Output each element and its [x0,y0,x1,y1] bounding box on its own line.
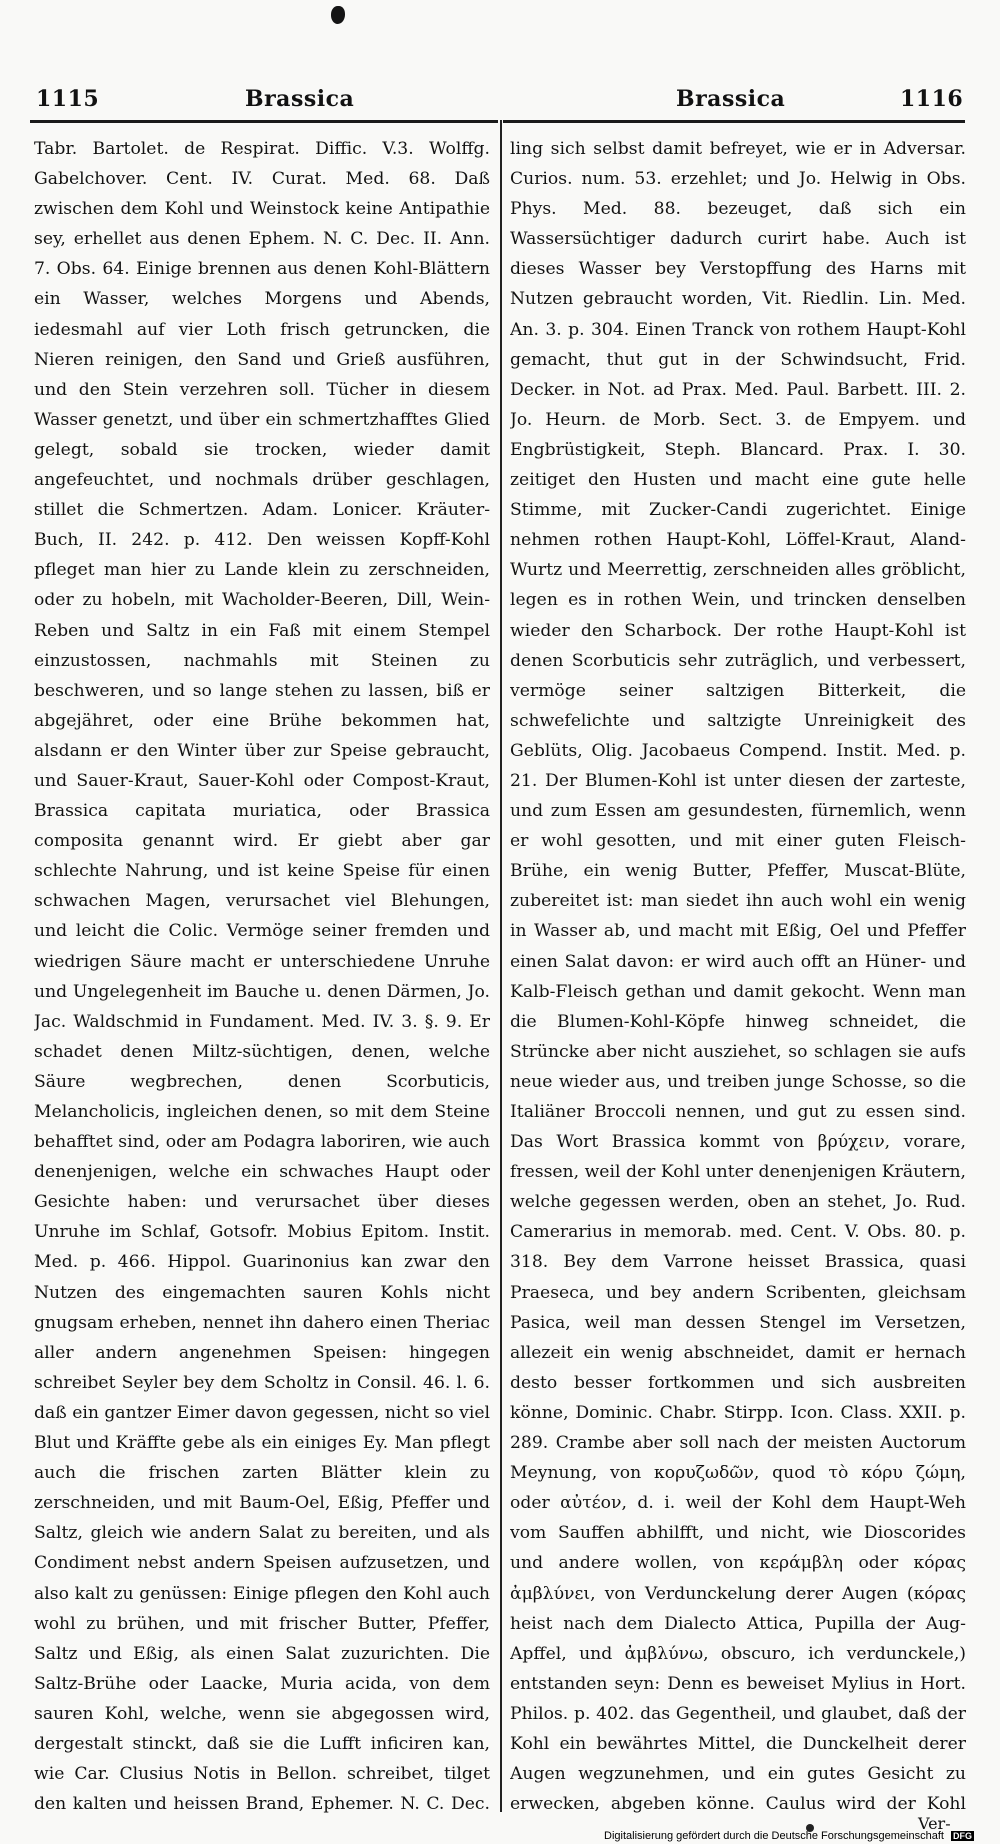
running-title-right: Brassica [676,86,786,112]
footer-text: Digitalisierung gefördert durch die Deutsche Forschungsgemeinschaft [604,1830,944,1842]
dfg-logo: DFG [953,1831,973,1841]
left-column-text: Tabr. Bartolet. de Respirat. Diffic. V.3. Wolffg. Gabelchover. Cent. IV. Curat. Med. 68. Daß zwischen dem Kohl und Weinstock keine Antipathie sey, erhellet aus denen Ephem. N. C. Dec. II. Ann. 7. Obs. 64. Einige brennen aus denen Kohl-Blättern ein Wasser, welches Morgens und Abends, iedesmahl auf vier Loth frisch getruncken, die Nieren reinigen, den Sand und Grieß ausführen, und den Stein verzehren soll. Tücher in diesem Wasser genetzt, und über ein schmertzhafftes Glied gelegt, sobald sie trocken, wieder damit angefeuchtet, und nochmals drüber geschlagen, stillet die Schmertzen. Adam. Lonicer. Kräuter-Buch, II. 242. p. 412. Den weissen Kopff-Kohl pfleget man hier zu Lande klein zu zerschneiden, oder zu hobeln, mit Wacholder-Beeren, Dill, Wein-Reben und Saltz in ein Faß mit einem Stempel einzustossen, nachmahls mit Steinen zu beschweren, und so lange stehen zu lassen, biß er abgejähret, oder eine Brühe bekommen hat, alsdann er den Winter über zur Speise gebraucht, und Sauer-Kraut, Sauer-Kohl oder Compost-Kraut, Brassica capitata muriatica, oder Brassica composita genannt wird. Er giebt aber gar schlechte Nahrung, und ist keine Speise für einen schwachen Magen, verursachet viel Blehungen, und leicht die Colic. Vermöge seiner fremden und wiedrigen Säure macht er unterschiedene Unruhe und Ungelegenheit im Bauche u. denen Därmen, Jo. Jac. Waldschmid in Fundament. Med. IV. 3. §. 9. Er schadet denen Miltz-süchtigen, denen, welche Säure wegbrechen, denen Scorbuticis, Melancholicis, ingleichen denen, so mit dem Steine behafftet sind, oder am Podagra laboriren, wie auch denenjenigen, welche ein schwaches Haupt oder Gesichte haben: und verursachet über dieses Unruhe im Schlaf, Gotsofr. Mobius Epitom. Instit. Med. p. 466. Hippol. Guarinonius kan zwar den Nutzen des eingemachten sauren Kohls nicht gnugsam erheben, nennet ihn dahero einen Theriac aller andern angenehmen Speisen: hingegen schreibet Seyler bey dem Scholtz in Consil. 46. l. 6. daß ein gantzer Eimer davon gegessen, nicht so viel Blut und Kräffte gebe als ein einiges Ey. Man pflegt auch die frischen zarten Blätter klein zu zerschneiden, und mit Baum-Oel, Eßig, Pfeffer und Saltz, gleich wie andern Salat zu bereiten, und als Condiment nebst andern Speisen aufzusetzen, und also kalt zu genüssen: Einige pflegen den Kohl auch wohl zu brühen, und mit frischer Butter, Pfeffer, Saltz und Eßig, als einen Salat zuzurichten. Die Saltz-Brühe oder Laacke, Muria acida, von dem sauren Kohl, welche, wenn sie abgegossen wird, dergestalt stinckt, daß sie die Lufft inficiren kan, wie Car. Clusius Notis in Bellon. schreibet, tilget den kalten und heissen Brand, Ephemer. N. C. Dec. [34,139,490,1814]
text-column-right [510,134,966,1814]
header-rule-right [503,120,965,123]
column-divider [500,120,502,1812]
header-rule-left [30,120,498,123]
right-column-text: ling sich selbst damit befreyet, wie er in Adversar. Curios. num. 53. erzehlet; und Jo. Helwig in Obs. Phys. Med. 88. bezeuget, daß sich ein Wassersüchtiger dadurch curirt habe. Auch ist dieses Wasser bey Verstopffung des Harns mit Nutzen gebraucht worden, Vit. Riedlin. Lin. Med. An. 3. p. 304. Einen Tranck von rothem Haupt-Kohl gemacht, thut gut in der Schwindsucht, Frid. Decker. in Not. ad Prax. Med. Paul. Barbett. III. 2. Jo. Heurn. de Morb. Sect. 3. de Empyem. und Engbrüstigkeit, Steph. Blancard. Prax. I. 30. zeitiget den Husten und macht eine gute helle Stimme, mit Zucker-Candi zugerichtet. Einige nehmen rothen Haupt-Kohl, Löffel-Kraut, Aland-Wurtz und Meerrettig, zerschneiden alles gröblicht, legen es in rothen Wein, und trincken denselben wieder den Scharbock. Der rothe Haupt-Kohl ist denen Scorbuticis sehr zuträglich, und verbessert, vermöge seiner saltzigen Bitterkeit, die schwefelichte und saltzigte Unreinigkeit des Geblüts, Olig. Jacobaeus Compend. Instit. Med. p. 21. Der Blumen-Kohl ist unter diesen der zarteste, und zum Essen am gesundesten, fürnemlich, wenn er wohl gesotten, und mit einer guten Fleisch-Brühe, ein wenig Butter, Pfeffer, Muscat-Blüte, zubereitet ist: man siedet ihn auch wohl ein wenig in Wasser ab, und macht mit Eßig, Oel und Pfeffer einen Salat davon: er wird auch offt an Hüner- und Kalb-Fleisch gethan und damit gekocht. Wenn man die Blumen-Kohl-Köpfe hinweg schneidet, die Strüncke aber nicht ausziehet, so schlagen sie aufs neue wieder aus, und treiben junge Schosse, so die Italiäner Broccoli nennen, und gut zu essen sind. Das Wort Brassica kommt von βρύχειν, vorare, fressen, weil der Kohl unter denenjenigen Kräutern, welche gegessen werden, oben an stehet, Jo. Rud. Camerarius in memorab. med. Cent. V. Obs. 80. p. 318. Bey dem Varrone heisset Brassica, quasi Praeseca, und bey andern Scribenten, gleichsam Pasica, weil man dessen Stengel im Versetzen, allezeit ein wenig abschneidet, damit er hernach desto besser fortkommen und sich ausbreiten könne, Dominic. Chabr. Stirpp. Icon. Class. XXII. p. 289. Crambe aber soll nach der meisten Auctorum Meynung, von κορυζωδῶν, quod τὸ κόρυ ζώμη, oder αὐτέον, d. i. weil der Kohl dem Haupt-Weh vom Sauffen abhilfft, und nicht, wie Dioscorides und andere wollen, von κεράμβλη oder κόρας ἀμβλύνει, von Verdunckelung derer Augen (κόρας heist nach dem Dialecto Attica, Pupilla der Aug-Apffel, und ἀμβλύνω, obscuro, ich verdunckele,) entstanden seyn: Denn es beweiset Mylius in Hort. Philos. p. 402. das Gegentheil, und glaubet, daß der Kohl ein bewährtes Mittel, die Dunckelheit derer Augen wegzunehmen, und ein gutes Gesicht zu erwecken, abgeben könne. Caulus wird der Kohl [510,139,966,1814]
digitization-footer [604,1830,974,1842]
page-number-right: 1116 [900,86,964,112]
catchword: Ver- [918,1814,951,1833]
text-column-left [34,134,490,1814]
running-title-left: Brassica [245,86,355,112]
ink-blot [331,6,345,24]
page-number-left: 1115 [36,86,100,112]
